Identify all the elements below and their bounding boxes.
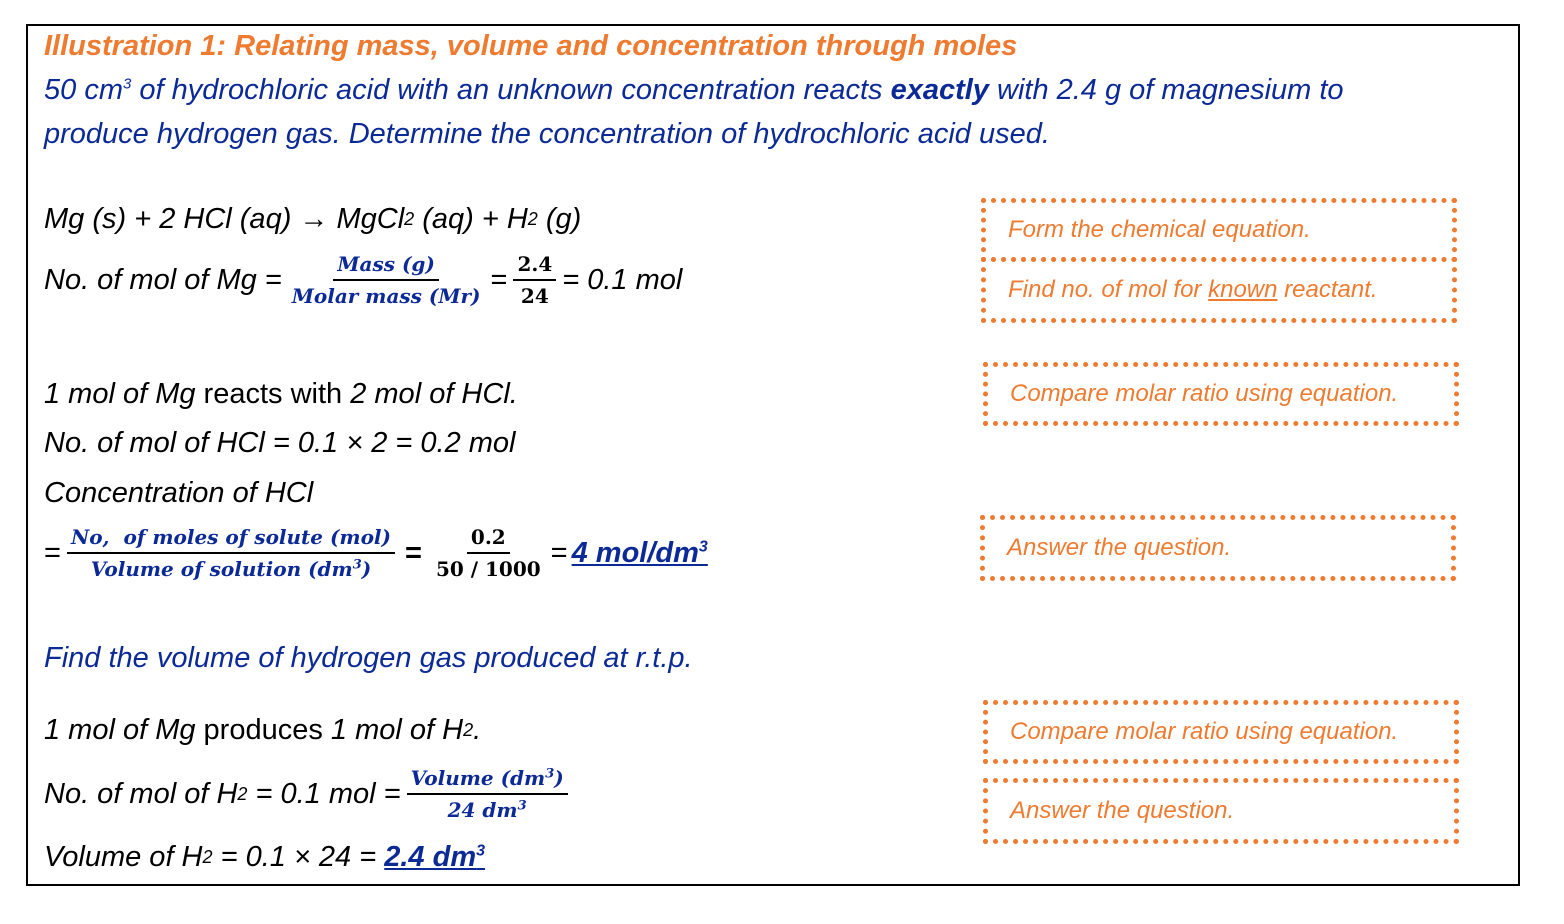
fraction-denominator: 50 / 1000: [435, 557, 541, 581]
question-line-1: [44, 74, 1344, 107]
equation-text: (aq) + H: [414, 203, 528, 235]
hint-text-part: reactant.: [1277, 276, 1378, 303]
superscript: 3: [545, 766, 555, 782]
hint-compare-ratio-2: [983, 700, 1459, 764]
volume-over-molar-volume-fraction: [407, 766, 568, 822]
values-fraction: [513, 252, 556, 308]
illustration-title: Illustration 1: Relating mass, volume and concentration through moles: [44, 30, 1018, 62]
mol-h2-label: No. of mol of H: [44, 777, 238, 810]
volume-h2-line: [44, 841, 485, 874]
mol-mg-result: = 0.1 mol: [562, 263, 683, 296]
hint-text: Form the chemical equation.: [1008, 216, 1311, 243]
subscript: 2: [202, 847, 213, 867]
hint-answer-2: [983, 778, 1459, 844]
hint-find-mol-known: [981, 257, 1457, 323]
equation-text: (g): [537, 203, 582, 235]
hint-text: Answer the question.: [1010, 797, 1235, 824]
fraction-numerator: 2.4: [513, 252, 556, 281]
ratio-text: 1 mol of Mg: [44, 714, 196, 746]
find-volume-question: Find the volume of hydrogen gas produced at r.t.p.: [44, 642, 693, 674]
ratio-text: 1 mol of Mg: [44, 378, 196, 410]
question-text: 50 cm: [44, 74, 123, 106]
superscript: 3: [352, 557, 362, 573]
subscript: 2: [237, 783, 248, 804]
ratio-text: 2 mol of HCl.: [350, 378, 518, 410]
subscript: 2: [404, 209, 415, 229]
answer-text: 4 mol/dm: [571, 536, 699, 569]
arrow-icon: →: [299, 203, 329, 235]
mol-h2-line: [44, 766, 574, 822]
fraction-denominator: [444, 795, 531, 822]
molar-ratio-1: [44, 378, 518, 411]
hint-text: Compare molar ratio using equation.: [1010, 718, 1399, 745]
equals-sign: =: [550, 536, 568, 569]
ratio-text: .: [473, 714, 482, 746]
ratio-text: produces: [195, 714, 331, 746]
fraction-numerator: No, of moles of solute (mol): [67, 525, 395, 554]
hint-form-equation: [981, 198, 1457, 262]
hint-text: Answer the question.: [1007, 534, 1232, 561]
mol-mg-line: [44, 252, 682, 308]
hint-text: [1008, 276, 1378, 304]
values-fraction: [432, 525, 545, 581]
hint-text-part: Find no. of mol for: [1008, 276, 1209, 303]
hint-text: Compare molar ratio using equation.: [1010, 380, 1399, 407]
subscript: 2: [463, 720, 474, 740]
question-emphasis: exactly: [890, 74, 989, 106]
equation-text: Mg (s) + 2 HCl (aq): [44, 203, 300, 235]
numerator-text: ): [554, 766, 564, 790]
answer-text: 2.4 dm: [384, 841, 477, 873]
equals-sign: =: [405, 536, 422, 569]
fraction-numerator: 0.2: [467, 525, 510, 554]
molar-ratio-2: [44, 714, 481, 747]
mass-over-molar-mass-fraction: [288, 252, 485, 308]
denominator-text: 24 dm: [447, 798, 518, 822]
question-text: with 2.4 g of magnesium to: [988, 74, 1344, 106]
chemical-equation: [44, 203, 581, 236]
denominator-text: Volume of solution (dm: [90, 557, 353, 581]
question-text: of hydrochloric acid with an unknown concentration reacts: [131, 74, 891, 106]
fraction-denominator: Molar mass (Mr): [291, 284, 481, 308]
mol-h2-label: = 0.1 mol =: [247, 777, 401, 810]
concentration-calculation: [44, 525, 708, 581]
equation-text: MgCl: [328, 203, 405, 235]
moles-over-volume-fraction: [67, 525, 395, 581]
fraction-numerator: [407, 766, 568, 795]
mol-mg-label: No. of mol of Mg =: [44, 263, 282, 296]
superscript: 3: [476, 842, 486, 860]
numerator-text: Volume (dm: [410, 766, 546, 790]
superscript: 3: [698, 537, 708, 555]
equals-sign: =: [490, 263, 508, 296]
mol-hcl-line: No. of mol of HCl = 0.1 × 2 = 0.2 mol: [44, 427, 516, 459]
concentration-label: Concentration of HCl: [44, 477, 314, 509]
superscript: 3: [517, 798, 527, 814]
question-line-2: produce hydrogen gas. Determine the concentration of hydrochloric acid used.: [44, 118, 1050, 150]
volume-h2-label: = 0.1 × 24 =: [212, 841, 385, 873]
volume-h2-label: Volume of H: [44, 841, 203, 873]
ratio-text: reacts with: [195, 378, 351, 410]
hint-answer-1: [980, 515, 1456, 581]
hint-compare-ratio-1: [983, 362, 1459, 426]
ratio-text: 1 mol of H: [330, 714, 464, 746]
subscript: 2: [527, 209, 538, 229]
equals-sign: =: [44, 536, 61, 569]
hint-underlined: known: [1208, 276, 1278, 303]
denominator-text: ): [361, 557, 372, 581]
fraction-denominator: [87, 554, 375, 581]
concentration-answer: [572, 537, 708, 570]
fraction-denominator: 24: [520, 284, 549, 308]
volume-answer: [384, 841, 485, 874]
superscript: 3: [122, 75, 132, 93]
fraction-numerator: Mass (g): [333, 252, 439, 281]
